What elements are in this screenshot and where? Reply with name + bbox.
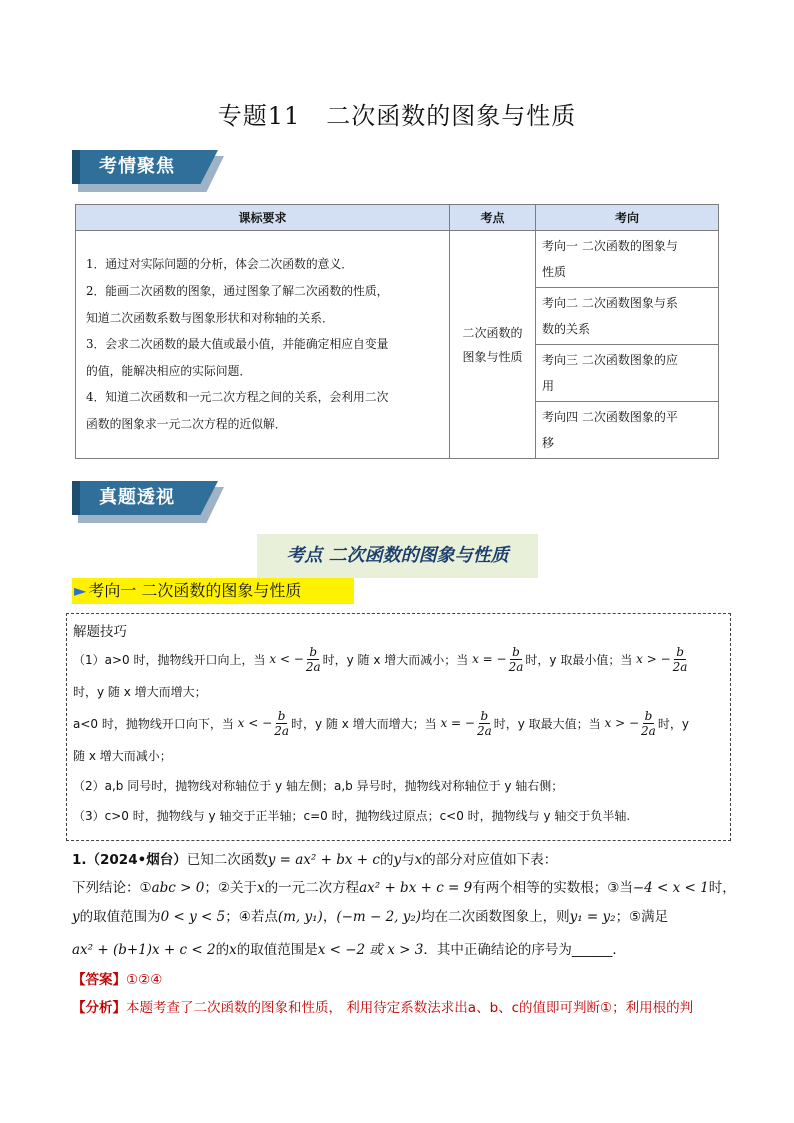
req-line: 2．能画二次函数的图象，通过图象了解二次函数的性质，	[86, 284, 389, 299]
tips-line-5: （2）a,b 同号时，抛物线对称轴位于 y 轴左侧；a,b 异号时，抛物线对称轴位于 y 轴右侧；	[73, 778, 564, 793]
req-line: 函数的图象求一元二次方程的近似解．	[86, 416, 287, 431]
direction-cell-1: 考向一 二次函数的图象与 性质	[536, 231, 719, 288]
title-number: 专题11	[217, 102, 301, 130]
banner-zhenti-label: 真题透视	[99, 487, 175, 508]
req-line: 3．会求二次函数的最大值或最小值，并能确定相应自变量	[86, 337, 389, 352]
tips-box	[66, 613, 731, 841]
header-curriculum: 课标要求	[76, 205, 450, 231]
direction-cell-2: 考向二 二次函数图象与系 数的关系	[536, 288, 719, 345]
direction-cell-3: 考向三 二次函数图象的应 用	[536, 345, 719, 402]
tips-heading: 解题技巧	[73, 624, 127, 640]
requirements-table	[75, 204, 719, 459]
tips-line-4: 随 x 增大而减小；	[73, 748, 172, 763]
tips-line-3: a<0 时，抛物线开口向下，当 x < − $\frac{b}{2a}$ 时，y 随 x 增大而增大；当 x = − $\frac{b}{2a}$ 时，y 取最大值；当 x > − $\frac{b}{2a}$ 时，y	[73, 708, 689, 738]
tips-line-6: （3）c>0 时，抛物线与 y 轴交于正半轴；c=0 时，抛物线过原点；c<0 时，抛物线与 y 轴交于负半轴.	[73, 808, 631, 823]
analysis-line: 【分析】本题考查了二次函数的图象和性质， 利用待定系数法求出a、b、c的值即可判断①；利用根的判	[72, 1000, 694, 1016]
banner-zhenti	[72, 481, 228, 525]
triangle-marker-icon: ►	[74, 581, 87, 600]
question-line-3: y的取值范围为0 < y < 5；④若点(m, y₁)，(−m − 2, y₂)均在二次函数图象上，则y₁ = y₂；⑤满足	[72, 909, 669, 925]
point-cell: 二次函数的 图象与性质	[450, 231, 536, 459]
table-header-row	[76, 205, 719, 231]
direction-heading: ► 考向一 二次函数的图象与性质	[72, 578, 354, 604]
question-line-1: 1.（2024•烟台）已知二次函数y = ax² + bx + c的y与x的部分对应值如下表：	[72, 852, 558, 868]
banner-kaoqing	[72, 150, 228, 194]
kaodian-heading: 考点 二次函数的图象与性质	[257, 534, 538, 578]
req-line: 知道二次函数系数与图象形状和对称轴的关系．	[86, 310, 334, 325]
question-line-4: ax² + (b+1)x + c < 2的x的取值范围是x < −2 或 x > 3．其中正确结论的序号为______．	[72, 942, 626, 958]
page-title	[0, 96, 794, 131]
header-point: 考点	[450, 205, 536, 231]
req-line: 1．通过对实际问题的分析，体会二次函数的意义．	[86, 257, 354, 272]
tips-line-2: 时，y 随 x 增大而增大；	[73, 684, 207, 699]
header-direction: 考向	[536, 205, 719, 231]
title-text: 二次函数的图象与性质	[326, 102, 577, 130]
answer-line: 【答案】①②④	[72, 972, 163, 988]
question-line-2: 下列结论：①abc > 0；②关于x的一元二次方程ax² + bx + c = 9有两个相等的实数根；③当−4 < x < 1时，	[72, 880, 736, 896]
req-line: 的值，能解决相应的实际问题．	[86, 363, 252, 378]
banner-kaoqing-label: 考情聚焦	[99, 156, 175, 177]
tips-line-1: （1）a>0 时，抛物线开口向上，当 x < − $\frac{b}{2a}$ 时，y 随 x 增大而减小；当 x = − $\frac{b}{2a}$ 时，y 取最小值；当 x > − $\frac{b}{2a}$	[73, 644, 688, 674]
direction-cell-4: 考向四 二次函数图象的平 移	[536, 402, 719, 459]
req-line: 4．知道二次函数和一元二次方程之间的关系，会利用二次	[86, 390, 389, 405]
curriculum-cell	[76, 231, 450, 459]
